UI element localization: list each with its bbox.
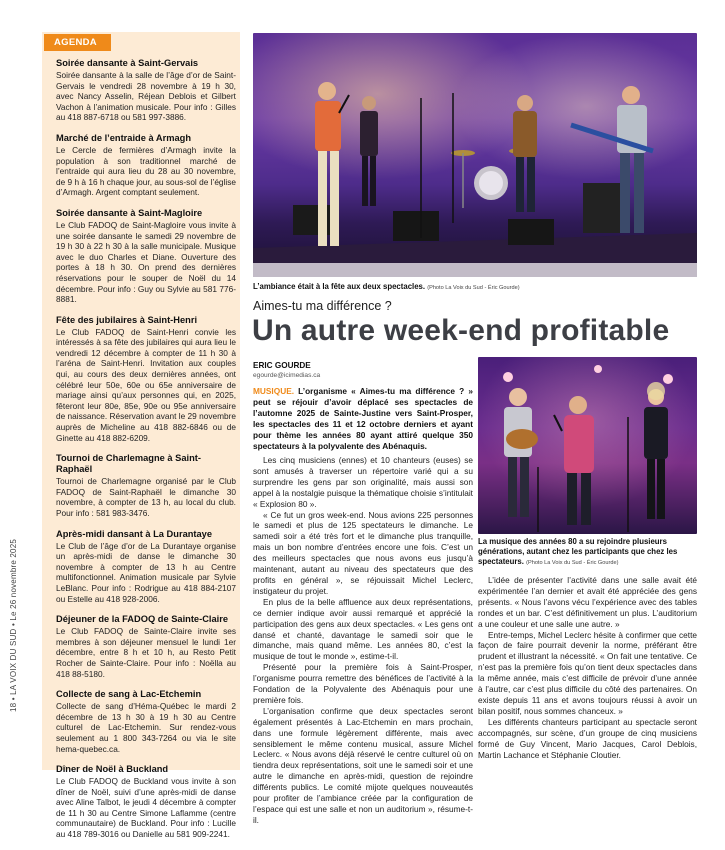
agenda-item-text: Tournoi de Charlemagne organisé par le Club FADOQ de Saint-Raphaël le dimanche 30 novembre, à compter de 13 h, au local du club. Pour info : 581 983-3476. bbox=[56, 476, 236, 518]
page-folio bbox=[2, 0, 16, 776]
agenda-label: AGENDA bbox=[44, 34, 111, 51]
article-paragraph: L’idée de présenter l’activité dans une salle avait été expérimentée l’an dernier et avait été appréciée des gens présents. « Nous l’avons vécu l’expérience avec des tables rondes et un bar. C’est définitivement un plus. L’auditorium a une couleur et une salle une autre. » bbox=[478, 575, 697, 629]
article-paragraph: Entre-temps, Michel Leclerc hésite à confirmer que cette façon de faire pourrait devenir la norme, préférant être prudent et illustrant la nécessité. « On fait une tentative. Ce n’est pas la première fois qu’on tient deux spectacles dans la même année, mais c’est difficile de prévoir d’une année à l’autre, car c’est plus difficile du côté des partenaires. On existe depuis 11 ans et avons toujours réussi à avoir un bilan positif, nous sommes chanceux. » bbox=[478, 629, 697, 716]
author-name: ERIC GOURDE bbox=[253, 361, 311, 370]
section-tag: MUSIQUE. bbox=[253, 386, 295, 396]
agenda-column bbox=[42, 32, 240, 840]
agenda-item bbox=[56, 689, 236, 754]
agenda-item bbox=[56, 315, 236, 444]
agenda-item-text: Le Cercle de fermières d’Armagh invite la population à son traditionnel marché de l’entraide qui aura lieu du 28 au 30 novembre, de 9 h à 16 h chaque jour, au sous-sol de l’église d’Armagh. Argent comptant seulement. bbox=[56, 144, 236, 198]
caption-text: La musique des années 80 a su rejoindre plusieurs générations, autant chez les participants que chez les spectateurs. bbox=[478, 537, 678, 566]
folio-text: 18 • LA VOIX DU SUD • Le 26 novembre 2025 bbox=[9, 538, 18, 712]
agenda-item bbox=[56, 133, 236, 198]
singers-photo bbox=[478, 357, 697, 534]
article-paragraph: Les cinq musiciens (ennes) et 10 chanteurs (euses) se sont amusés à traverser un répertoire varié qui a su surprendre les gens par son originalité, mais aussi son appel à la nostalgie puisque la thématique choisie s’intitulait « Explosion 80 ». bbox=[253, 455, 473, 509]
article-column-left bbox=[253, 455, 473, 826]
agenda-item-title: Collecte de sang à Lac-Etchemin bbox=[56, 689, 202, 700]
agenda-item-title: Marché de l’entraide à Armagh bbox=[56, 132, 192, 143]
photo-credit: (Photo La Voix du Sud - Éric Gourde) bbox=[427, 285, 520, 291]
agenda-item-title: Après-midi dansant à La Durantaye bbox=[56, 528, 213, 539]
article-lead bbox=[253, 386, 473, 452]
author-email: egourde@icimedias.ca bbox=[253, 372, 321, 379]
agenda-item-text: Collecte de sang d’Héma-Québec le mardi 2 décembre de 13 h 30 à 19 h 30 au Centre culturel de Lac-Etchemin. Sur rendez-vous seulement au 1 800 343-7264 ou via le site hema-quebec.ca. bbox=[56, 701, 236, 754]
agenda-item-text: Soirée dansante à la salle de l’âge d’or de Saint-Gervais le vendredi 28 novembre à 19 h 30, avec Nancy Asselin, Réjean Deblois et Gilbert Vachon à l’animation musicale. Pour info : Gilles au 418 887-6718 ou 581 997-3886. bbox=[56, 70, 236, 123]
agenda-item-title: Tournoi de Charlemagne à Saint-Raphaël bbox=[56, 453, 201, 475]
agenda-item-title: Déjeuner de la FADOQ de Sainte-Claire bbox=[56, 614, 229, 625]
article-paragraph: Les différents chanteurs participant au spectacle seront accompagnés, sur scène, d’un groupe de cinq musiciens formé de Guy Vincent, Mario Jacques, Carol Deblois, Martin Lachance et Stéphanie Cloutier. bbox=[478, 716, 697, 760]
singers-illustration bbox=[478, 357, 697, 534]
agenda-item-text: Le Club de l’âge d’or de La Durantaye organise un après-midi de danse le dimanche 30 novembre à compter de 13 h au Centre multifonctionnel. Animation musicale par Sylvie LeBlanc. Pour info : Rodrigue au 418 884-2107 ou Estelle au 418 928-2006. bbox=[56, 540, 236, 604]
agenda-item-title: Dîner de Noël à Buckland bbox=[56, 764, 169, 775]
agenda-item-title: Soirée dansante à Saint-Gervais bbox=[56, 58, 199, 68]
singers-photo-caption bbox=[478, 537, 697, 568]
agenda-item-text: Le Club FADOQ de Buckland vous invite à son dîner de Noël, suivi d’une après-midi de danse avec Aline Talbot, le jeudi 4 décembre à compter de 11 h 30 au Centre Simone Laflamme (centre communautaire) de Buckland. Pour info : Lucille au 418 789-3016 ou Danielle au 581 909-2241. bbox=[56, 776, 236, 840]
agenda-item bbox=[56, 529, 236, 605]
article-paragraph: L’organisation confirme que deux spectacles seront également présentés à Lac-Etchemin en mars prochain, dans une formule légèrement différente, mais avec sensiblement le même contenu musical, assure Michel Leclerc. « Nous avons déjà réservé le centre culturel où on tiendra deux représentations, soit une le samedi soir et une autre le dimanche en après-midi, question de rejoindre différents publics. Le comité mijote quelques nouveautés pour profiter de l’ambiance créée par la configuration de l’espace qui est une salle et non un auditorium », résume-t-il. bbox=[253, 705, 473, 825]
agenda-list bbox=[56, 58, 236, 850]
article-paragraph: Présenté pour la première fois à Saint-Prosper, l’organisme pourra remettre des bénéfices de l’activité à la Fondation de la Polyvalente des Abénaquis pour une première fois. bbox=[253, 662, 473, 705]
article-column-right bbox=[478, 575, 697, 760]
agenda-item bbox=[56, 208, 236, 305]
article-paragraph: « Ce fut un gros week-end. Nous avions 225 personnes le samedi et plus de 125 spectateurs le dimanche. Le samedi soir a été très fort et le dimanche plus tranquille, mais un bon nombre d’entrées encore une fois. C’est un des meilleurs spectacles que nous avons eus jusqu’à maintenant, autant au niveau des spectateurs que des profits en général », se réjouissait Michel Leclerc, instigateur du projet. bbox=[253, 509, 473, 596]
agenda-item-title: Soirée dansante à Saint-Magloire bbox=[56, 207, 203, 218]
caption-text: L’ambiance était à la fête aux deux spectacles. bbox=[253, 282, 426, 291]
concert-photo bbox=[253, 33, 697, 277]
concert-stage-illustration bbox=[253, 33, 697, 277]
agenda-item-text: Le Club FADOQ de Saint-Henri convie les intéressés à sa fête des jubilaires qui aura lieu le vendredi 12 décembre à compter de 11 h 30 à l’aréna de Saint-Henri. Invitation aux couples qui, au cours des deux dernières années, ont célébré leur 50e, 60e ou 65e anniversaire de mariage ainsi qu’aux personnes qui, en 2025, fêteront leur 80e, 85e, 90e ou 95e anniversaire de naissance. Réservation avant le 29 novembre auprès de Micheline au 418 882-6846 ou de Ginette au 418 882-6209. bbox=[56, 326, 236, 443]
agenda-item bbox=[56, 764, 236, 840]
article-paragraph: En plus de la belle affluence aux deux représentations, ce dernier indique avoir aussi remarqué et apprécié la participation des gens aux deux spectacles. « Les gens ont dansé et chanté, davantage le samedi soir que le dimanche, mais quand même. Les années 80, c’est la musique de tout le monde », estime-t-il. bbox=[253, 596, 473, 662]
agenda-item bbox=[56, 453, 236, 518]
agenda-item-title: Fête des jubilaires à Saint-Henri bbox=[56, 314, 198, 325]
agenda-item-text: Le Club FADOQ de Saint-Magloire vous invite à une soirée dansante le samedi 29 novembre de 19 h 30 à 22 h 30 à la salle municipale. Musique avec le duo Charles et Diane. Ouverture des portes à 18 h 30. On prend des dernières réservations pour le souper de Noël du 14 décembre. Pour info : Guy ou Sylvie au 581 776-8881. bbox=[56, 219, 236, 305]
lead-text: L’organisme « Aimes-tu ma différence ? » peut se réjouir d’avoir déplacé ses spectacles de l’automne 2025 de Sainte-Justine vers Saint-Prosper, les spectacles des 11 et 12 octobre derniers et ayant pour thème les années 80 ayant attiré quelque 350 spectateurs à la polyvalente des Abénaquis. bbox=[253, 386, 473, 451]
article-headline: Un autre week-end profitable bbox=[252, 314, 670, 347]
agenda-item bbox=[56, 614, 236, 679]
photo-credit: (Photo La Voix du Sud - Éric Gourde) bbox=[526, 560, 619, 566]
article-kicker: Aimes-tu ma différence ? bbox=[253, 299, 392, 313]
agenda-item-text: Le Club FADOQ de Sainte-Claire invite ses membres à son déjeuner mensuel le lundi 1er décembre, entre 8 h et 10 h, au Resto Petit Rocher de Sainte-Claire. Pour info : Noëlla au 418 88-5180. bbox=[56, 626, 236, 679]
agenda-item bbox=[56, 58, 236, 123]
concert-photo-caption bbox=[253, 282, 697, 293]
